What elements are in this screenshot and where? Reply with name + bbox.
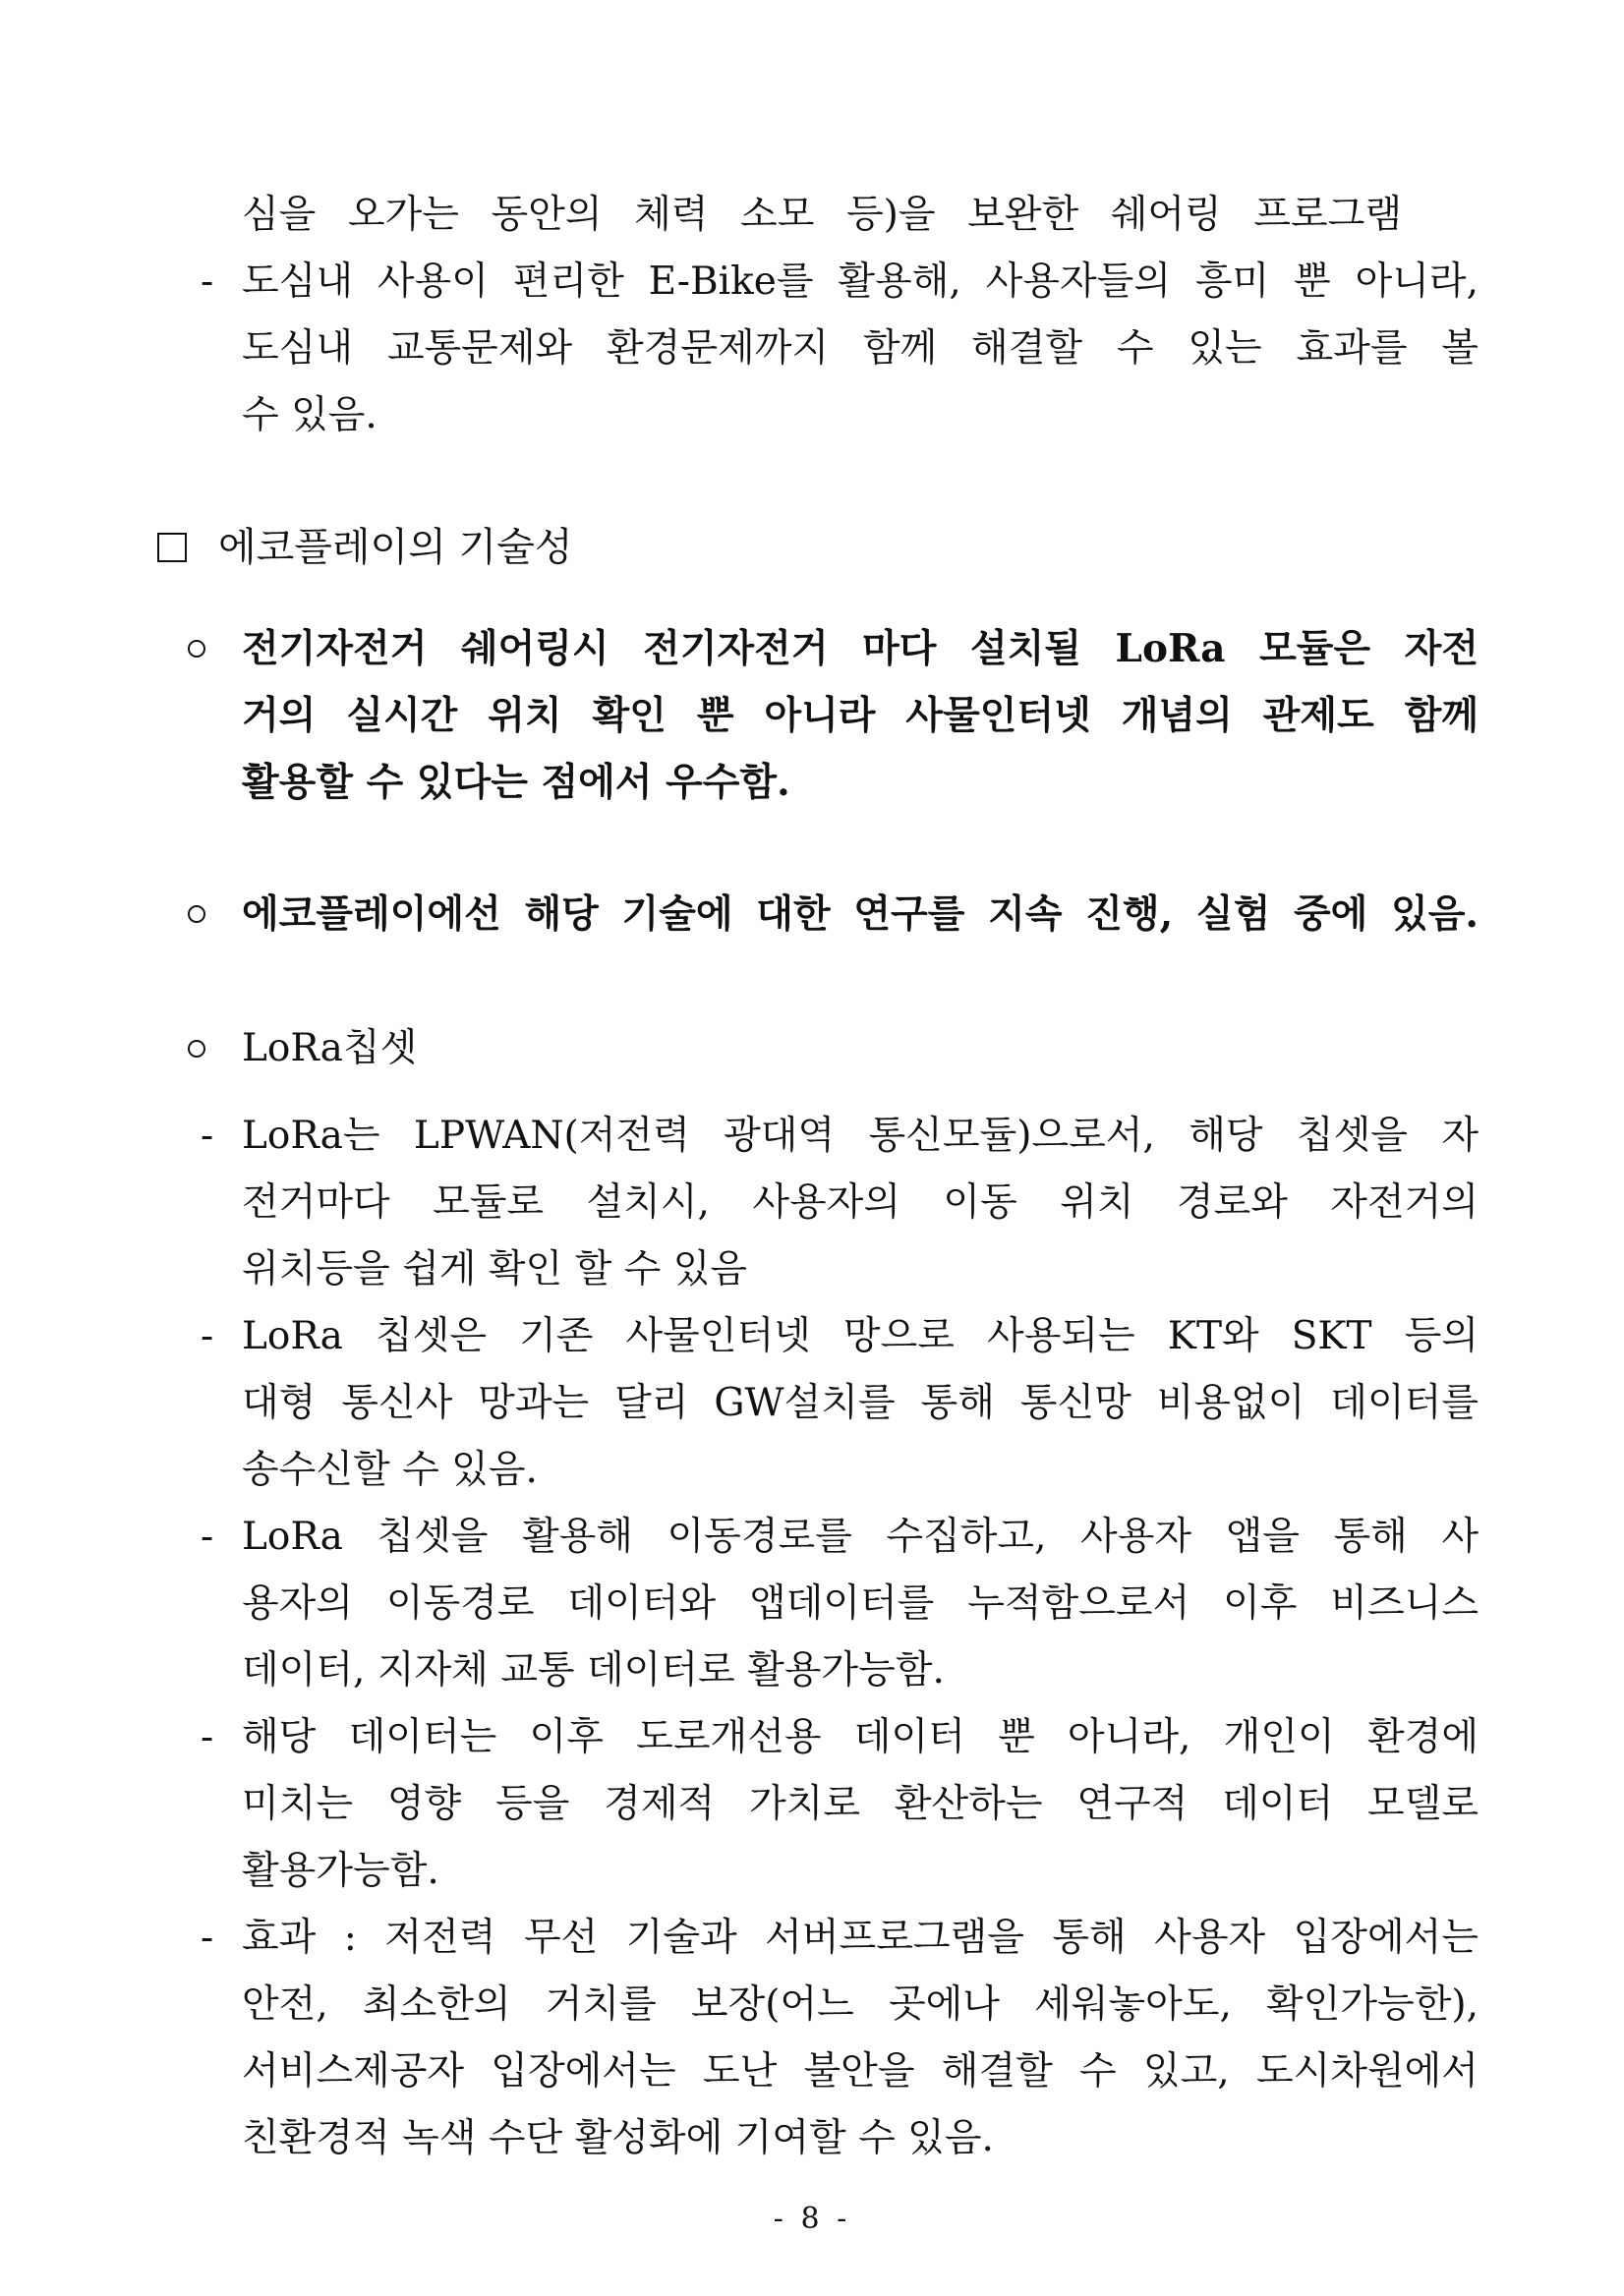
item3-d4-line-2: 미치는 영향 등을 경제적 가치로 환산하는 연구적 데이터 모델로 (242, 1782, 1479, 1826)
item1-line-1: 전기자전거 쉐어링시 전기자전거 마다 설치될 LoRa 모듈은 자전 (242, 626, 1479, 671)
item3-d3-line-2: 용자의 이동경로 데이터와 앱데이터를 누적함으로서 이후 비즈니스 (242, 1581, 1479, 1626)
page-number: - 8 - (773, 2202, 851, 2236)
section-title: 에코플레이의 기술성 (218, 525, 573, 570)
item1-line-3: 활용할 수 있다는 점에서 우수함. (242, 760, 790, 805)
item3-d5-line-2: 안전, 최소한의 거치를 보장(어느 곳에나 세워놓아도, 확인가능한), (242, 1982, 1479, 2027)
circle-bullet-icon (188, 905, 205, 923)
dash-bullet: - (201, 1515, 214, 1559)
item3-d4-line-1: 해당 데이터는 이후 도로개선용 데이터 뿐 아니라, 개인이 환경에 (242, 1715, 1479, 1759)
item3-d1-line-2: 전거마다 모듈로 설치시, 사용자의 이동 위치 경로와 자전거의 (242, 1180, 1479, 1225)
item3-d2-line-2: 대형 통신사 망과는 달리 GW설치를 통해 통신망 비용없이 데이터를 (242, 1381, 1479, 1425)
circle-bullet-icon (188, 1040, 205, 1058)
dash-bullet: - (201, 1715, 214, 1759)
dash-bullet: - (201, 1314, 214, 1358)
item3-d5-line-3: 서비스제공자 입장에서는 도난 불안을 해결할 수 있고, 도시차원에서 (242, 2049, 1479, 2094)
item3-d1-line-1: LoRa는 LPWAN(저전력 광대역 통신모듈)으로서, 해당 칩셋을 자 (242, 1114, 1479, 1158)
item3-d1-line-3: 위치등을 쉽게 확인 할 수 있음 (242, 1247, 748, 1292)
checkbox-square-icon (157, 533, 187, 562)
item3-d2-line-1: LoRa 칩셋은 기존 사물인터넷 망으로 사용되는 KT와 SKT 등의 (242, 1314, 1479, 1358)
item3-d2-line-3: 송수신할 수 있음. (242, 1448, 538, 1492)
item3-d3-line-3: 데이터, 지자체 교통 데이터로 활용가능함. (242, 1648, 945, 1693)
item3-d3-line-1: LoRa 칩셋을 활용해 이동경로를 수집하고, 사용자 앱을 통해 사 (242, 1515, 1479, 1559)
intro-line-2: 도심내 사용이 편리한 E-Bike를 활용해, 사용자들의 흥미 뿐 아니라, (242, 259, 1479, 304)
intro-line-1: 심을 오가는 동안의 체력 소모 등)을 보완한 쉐어링 프로그램 (242, 193, 1402, 237)
dash-bullet: - (201, 1114, 214, 1158)
dash-bullet: - (201, 259, 214, 304)
circle-bullet-icon (188, 640, 205, 658)
item1-line-2: 거의 실시간 위치 확인 뿐 아니라 사물인터넷 개념의 관제도 함께 (242, 693, 1479, 738)
item3-title: LoRa칩셋 (242, 1026, 418, 1070)
item2-line-1: 에코플레이에선 해당 기술에 대한 연구를 지속 진행, 실험 중에 있음. (242, 891, 1479, 937)
intro-line-3: 도심내 교통문제와 환경문제까지 함께 해결할 수 있는 효과를 볼 (242, 326, 1479, 371)
item3-d4-line-3: 활용가능함. (242, 1849, 439, 1893)
item3-d5-line-1: 효과 : 저전력 무선 기술과 서버프로그램을 통해 사용자 입장에서는 (242, 1916, 1479, 1960)
dash-bullet: - (201, 1916, 214, 1960)
intro-line-4: 수 있음. (242, 393, 377, 437)
item3-d5-line-4: 친환경적 녹색 수단 활성화에 기여할 수 있음. (242, 2116, 994, 2160)
